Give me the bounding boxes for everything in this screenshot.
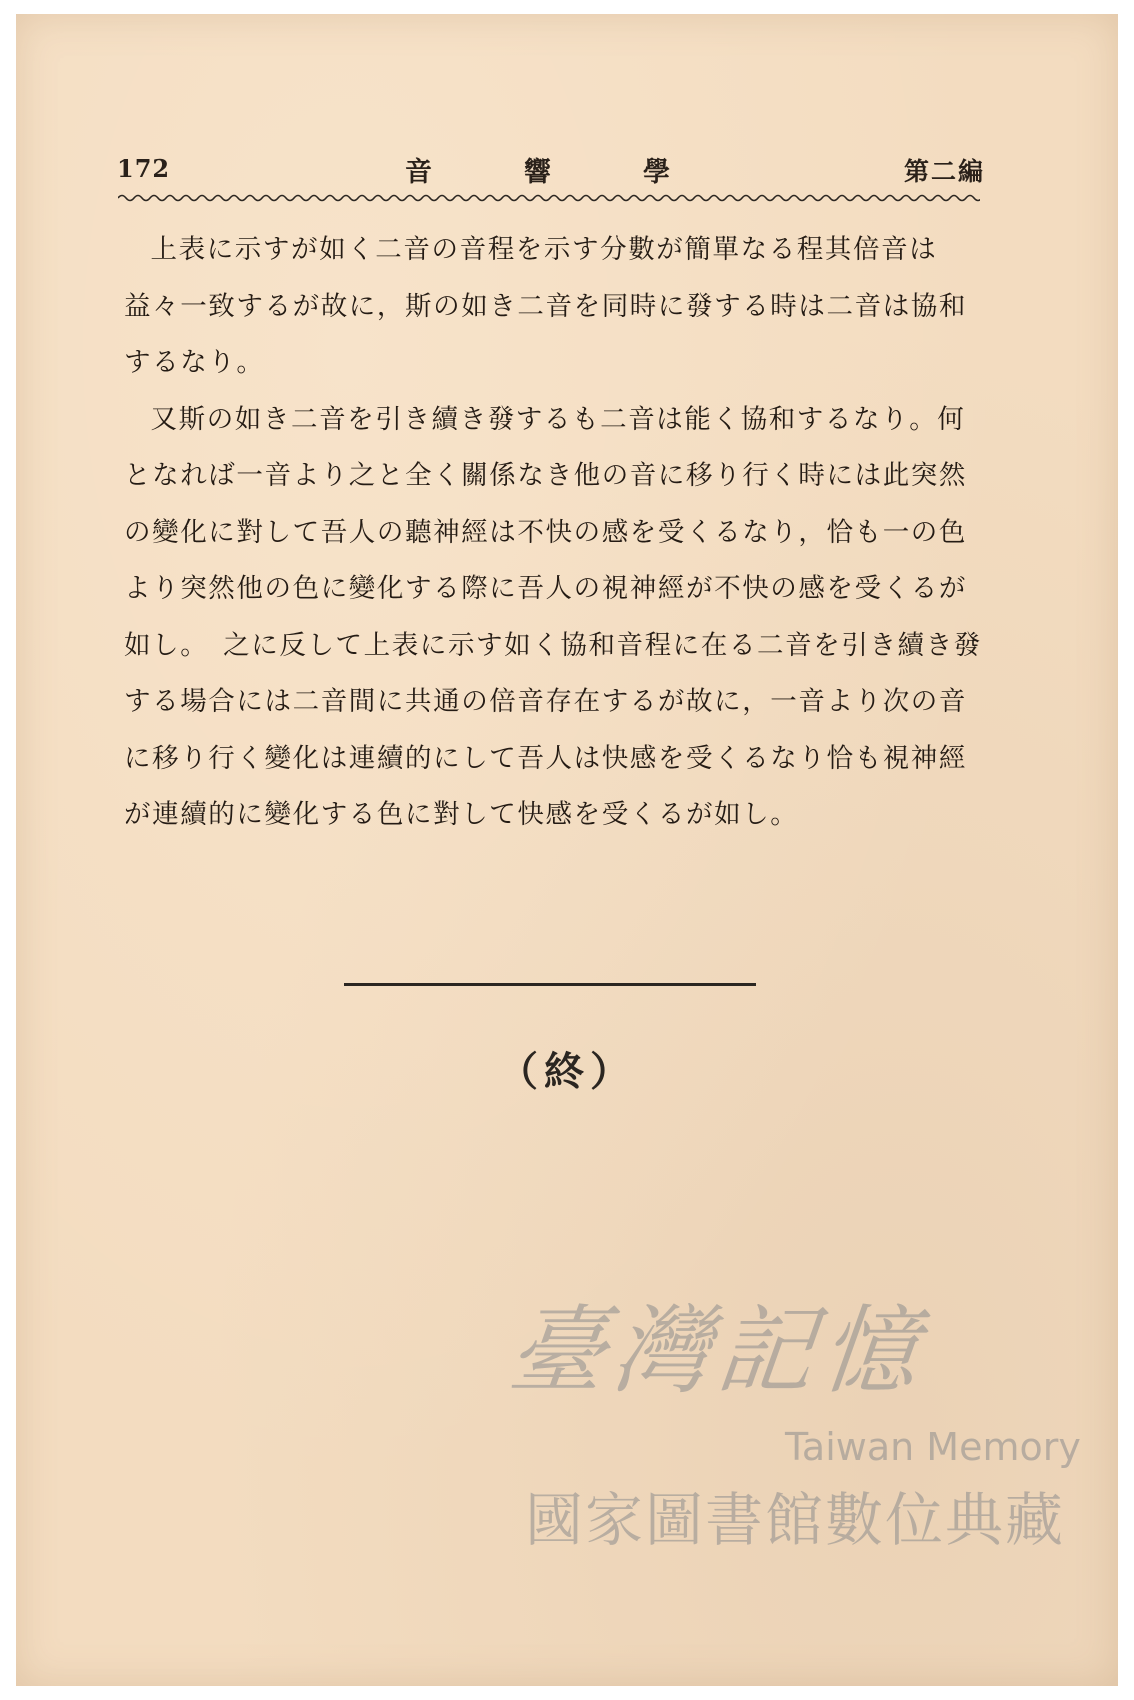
watermark-logo <box>503 1275 1081 1554</box>
body-text <box>124 222 986 844</box>
paragraph-2: 又斯の如き二音を引き續き發するも二音は能く協和するなり。何となれば一音より之と全く關係なき他の音に移り行く時には此突然の變化に對して吾人の聽神經は不快の感を受くるなり，恰も一の色より突然他の色に變化する際に吾人の視神經が不快の感を受くるが如し。 之に反して上表に示す如く協和音程に在る二音を引き續き發する場合には二音間に共通の倍音存在するが故に，一音より次の音に移り行く變化は連續的にして吾人は快感を受くるなり恰も視神經が連續的に變化する色に對して快感を受くるが如し。 <box>124 403 982 830</box>
end-mark: （終） <box>498 1048 636 1095</box>
watermark-title-cjk: 臺灣記憶 <box>503 1295 932 1407</box>
running-title: 音響學 <box>405 157 762 188</box>
page-number: 172 <box>117 154 171 183</box>
watermark-organization: 國家圖書館數位典藏 <box>525 1486 1066 1554</box>
watermark-title-en: Taiwan Memory <box>785 1425 1081 1469</box>
paragraph-1: 上表に示すが如く二音の音程を示す分數が簡單なる程其倍音は益々一致するが故に，斯の如き二音を同時に發する時は二音は協和するなり。 <box>124 234 967 378</box>
end-rule <box>344 983 756 986</box>
page-header <box>105 150 985 190</box>
section-label: 第二編 <box>903 157 985 186</box>
header-wavy-rule <box>118 192 980 204</box>
